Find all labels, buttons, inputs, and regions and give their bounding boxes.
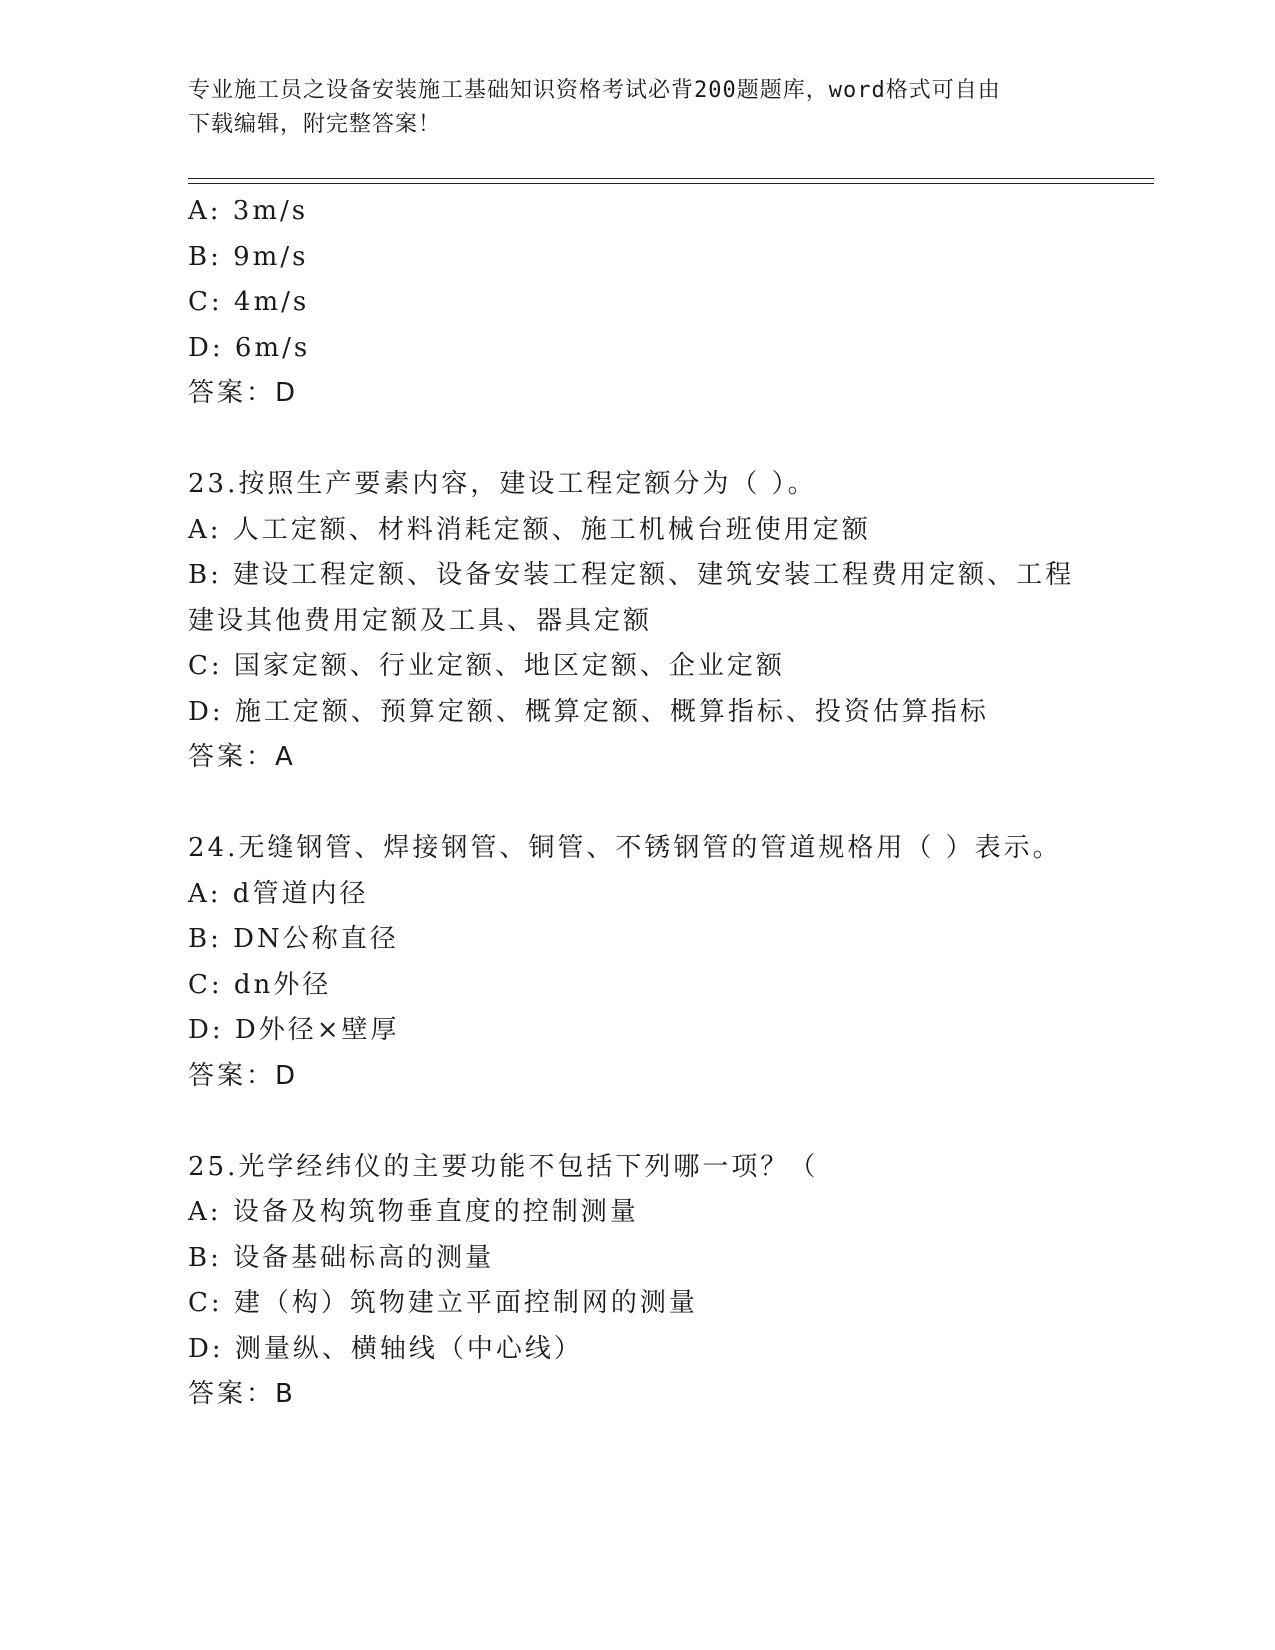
option-d: D: D外径×壁厚 [188, 1015, 400, 1045]
document-header [188, 74, 1088, 142]
question-content [188, 189, 1088, 1418]
option-d: D: 施工定额、预算定额、概算定额、概算指标、投资估算指标 [188, 696, 989, 727]
header-divider-bottom [188, 183, 1154, 184]
option-a: A: 设备及构筑物垂直度的控制测量 [188, 1197, 639, 1227]
option-c: C: 国家定额、行业定额、地区定额、企业定额 [188, 651, 785, 681]
option-b: B: 设备基础标高的测量 [188, 1242, 495, 1273]
option-a: A: 人工定额、材料消耗定额、施工机械台班使用定额 [188, 514, 871, 545]
answer: 答案：B [188, 1379, 296, 1409]
question-24 [188, 826, 1088, 1099]
spacer [188, 1099, 1088, 1145]
option-c: C: dn外径 [188, 969, 332, 1000]
answer: 答案：D [188, 378, 299, 408]
option-b: B: DN公称直径 [188, 924, 399, 954]
question-22 [188, 189, 1088, 417]
header-line-1: 专业施工员之设备安装施工基础知识资格考试必背200题题库，word格式可自由 [188, 78, 1001, 103]
spacer [188, 417, 1088, 463]
header-line-2: 下载编辑，附完整答案！ [188, 112, 442, 137]
option-a: A: 3m/s [188, 196, 309, 226]
option-c: C: 建（构）筑物建立平面控制网的测量 [188, 1288, 698, 1318]
option-c: C: 4m/s [188, 287, 310, 317]
answer: 答案：D [188, 1060, 299, 1091]
question-23 [188, 462, 1088, 781]
question-text: 24.无缝钢管、焊接钢管、铜管、不锈钢管的管道规格用（ ）表示。 [188, 833, 1062, 863]
option-b-continued: 建设其他费用定额及工具、器具定额 [188, 605, 653, 636]
option-b: B: 建设工程定额、设备安装工程定额、建筑安装工程费用定额、工程 [188, 560, 1075, 590]
header-divider-top [188, 178, 1154, 179]
question-text: 25.光学经纬仪的主要功能不包括下列哪一项？（ [188, 1151, 819, 1182]
answer: 答案：A [188, 742, 296, 772]
option-a: A: d管道内径 [188, 878, 369, 909]
question-25 [188, 1145, 1088, 1418]
spacer [188, 781, 1088, 827]
option-d: D: 6m/s [188, 332, 311, 363]
option-b: B: 9m/s [188, 241, 309, 272]
option-d: D: 测量纵、横轴线（中心线） [188, 1333, 583, 1364]
question-text: 23.按照生产要素内容，建设工程定额分为（ ）。 [188, 469, 817, 499]
